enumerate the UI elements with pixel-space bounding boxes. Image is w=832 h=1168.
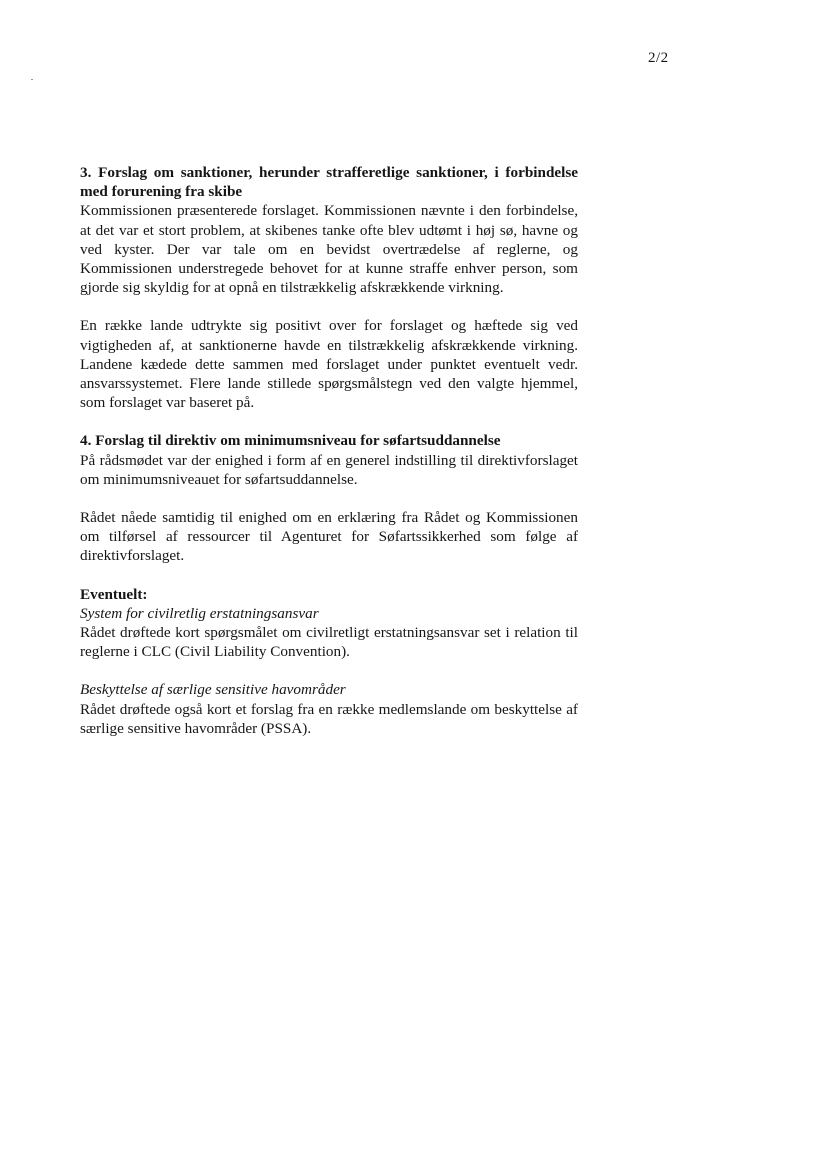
section-3-followup bbox=[80, 316, 578, 412]
scan-speck bbox=[31, 79, 33, 80]
eventuelt-item-1-title: System for civilretlig erstatningsansvar bbox=[80, 604, 319, 622]
section-3-paragraph-1: Kommissionen præsenterede forslaget. Kommissionen nævnte i den forbindelse, at det var et stort problem, at skibenes tanke ofte blev udtømt i høj sø, havne og ved kyster. Der var tale om en bevidst overtrædelse af reglerne, og Kommissionen understregede behovet for at kunne straffe enhver person, som gjorde sig skyldig for at opnå en tilstrækkelig afskrækkende virkning. bbox=[80, 202, 578, 297]
eventuelt-item-2 bbox=[80, 680, 578, 738]
section-4-followup bbox=[80, 508, 578, 566]
page-number: 2/2 bbox=[648, 50, 669, 66]
section-4-paragraph-2: Rådet nåede samtidig til enighed om en erklæring fra Rådet og Kommissionen om tilførsel af ressourcer til Agenturet for Søfartssikkerhed som følge af direktivforslaget. bbox=[80, 509, 578, 565]
section-4-heading: 4. Forslag til direktiv om minimumsniveau for søfartsuddannelse bbox=[80, 432, 501, 450]
section-3-paragraph-2: En række lande udtrykte sig positivt over for forslaget og hæftede sig ved vigtigheden af, at sanktionerne havde en tilstrækkelig afskrækkende virkning. Landene kædede dette sammen med forslaget under punktet eventuelt vedr. ansvarssystemet. Flere lande stillede spørgsmålstegn ved den valgte hjemmel, som forslaget var baseret på. bbox=[80, 317, 578, 412]
document-body bbox=[80, 163, 578, 757]
section-4-paragraph-1: På rådsmødet var der enighed i form af en generel indstilling til direktivforslaget om minimumsniveauet for søfartsuddannelse. bbox=[80, 451, 578, 488]
section-3-heading: 3. Forslag om sanktioner, herunder strafferetlige sanktioner, i forbindelse med forurening fra skibe bbox=[80, 164, 578, 201]
eventuelt-section bbox=[80, 585, 578, 662]
section-4 bbox=[80, 431, 578, 489]
eventuelt-item-1-text: Rådet drøftede kort spørgsmålet om civilretligt erstatningsansvar set i relation til reglerne i CLC (Civil Liability Convention). bbox=[80, 624, 578, 661]
section-3 bbox=[80, 163, 578, 297]
eventuelt-heading: Eventuelt: bbox=[80, 585, 148, 603]
eventuelt-item-2-title: Beskyttelse af særlige sensitive havområder bbox=[80, 681, 346, 699]
eventuelt-item-2-text: Rådet drøftede også kort et forslag fra en række medlemslande om beskyttelse af særlige sensitive havområder (PSSA). bbox=[80, 700, 578, 737]
